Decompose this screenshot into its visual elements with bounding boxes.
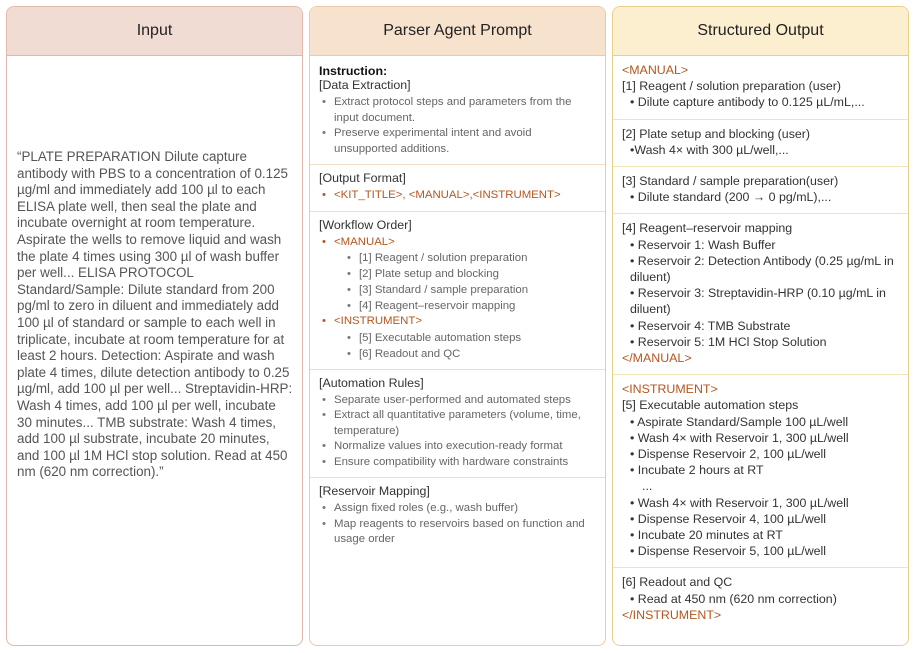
- output-format-tags: • <KIT_TITLE>, <MANUAL>,<INSTRUMENT>: [319, 188, 596, 204]
- data-extraction-section: [310, 56, 605, 165]
- step-title: [3] Standard / sample preparation(user): [622, 174, 839, 189]
- list-item: • Extract all quantitative parameters (volume, time, temperature): [319, 408, 596, 439]
- instruction-label: Instruction:: [319, 64, 388, 78]
- step-ellipsis: ...: [642, 479, 653, 494]
- step-line: • Reservoir 2: Detection Antibody (0.25 µg/mL in diluent): [630, 253, 894, 285]
- output-panel-title: Structured Output: [613, 7, 908, 56]
- manual-tag: • <MANUAL>: [319, 235, 596, 251]
- step-line: • Dilute capture antibody to 0.125 µL/mL,...: [630, 95, 865, 110]
- data-extraction-title: [Data Extraction]: [319, 78, 411, 92]
- output-step-5: [613, 375, 908, 568]
- list-item: • [6] Readout and QC: [319, 346, 596, 362]
- output-format-title: [Output Format]: [319, 171, 406, 185]
- step-title: [6] Readout and QC: [622, 575, 733, 590]
- automation-rules-title: [Automation Rules]: [319, 375, 424, 390]
- step-line: • Reservoir 5: 1M HCl Stop Solution: [630, 334, 827, 349]
- output-step-6: [613, 568, 908, 631]
- step-line: • Wash 4× with Reservoir 1, 300 µL/well: [630, 430, 849, 445]
- list-item: • [4] Reagent–reservoir mapping: [319, 298, 596, 314]
- step-line: • Dispense Reservoir 4, 100 µL/well: [630, 511, 827, 526]
- step-line: • Read at 450 nm (620 nm correction): [630, 591, 837, 606]
- step-title: [4] Reagent–reservoir mapping: [622, 221, 793, 236]
- list-item: • Extract protocol steps and parameters from the input document.: [319, 95, 596, 126]
- output-step-1: [613, 56, 908, 120]
- output-step-2: [613, 120, 908, 167]
- list-item: • [3] Standard / sample preparation: [319, 282, 596, 298]
- step-line: • Reservoir 4: TMB Substrate: [630, 318, 791, 333]
- list-item: • [2] Plate setup and blocking: [319, 266, 596, 282]
- step-line: • Aspirate Standard/Sample 100 µL/well: [630, 414, 849, 429]
- workflow-order-section: [310, 212, 605, 370]
- prompt-panel-title: Parser Agent Prompt: [310, 7, 605, 56]
- list-item: • Map reagents to reservoirs based on function and usage order: [319, 517, 596, 548]
- step-line: • Dispense Reservoir 5, 100 µL/well: [630, 544, 827, 559]
- step-line: • Wash 4× with Reservoir 1, 300 µL/well: [630, 495, 849, 510]
- output-format-section: [310, 165, 605, 212]
- manual-close-tag: </MANUAL>: [622, 351, 692, 366]
- list-item: • [5] Executable automation steps: [319, 330, 596, 346]
- input-text: “PLATE PREPARATION Dilute capture antibody with PBS to a concentration of 0.125 µg/ml and immediately add 100 µl to each ELISA plate well, then seal the plate and incubate overnight at room temperature. Aspirate the wells to remove liquid and wash the plate 4 times using 300 µl of wash buffer per well... ELISA PROTOCOL Standard/Sample: Dilute standard from 200 pg/ml to zero in diluent and immediately add 100 µl of standard or sample to each well in triplicate, incubate at room temperature for at least 2 hours. Detection: Aspirate and wash plate 4 times, dilute detection antibody to 0.25 µg/ml, add 100 µl per well... Streptavidin-HRP: Wash 4 times, add 100 µl per well, incubate 30 minutes... TMB substrate: Wash 4 times, add 100 µl substrate, incubate 20 minutes, and 100 µl 1M HCl stop solution. Read at 450 nm (620 nm correction).”: [17, 149, 293, 480]
- reservoir-mapping-section: [310, 478, 605, 555]
- manual-open-tag: <MANUAL>: [622, 63, 689, 77]
- step-line: • Reservoir 1: Wash Buffer: [630, 237, 776, 252]
- structured-output-panel: [612, 6, 909, 646]
- instrument-tag: • <INSTRUMENT>: [319, 314, 596, 330]
- workflow-order-title: [Workflow Order]: [319, 217, 412, 232]
- step-title: [2] Plate setup and blocking (user): [622, 126, 811, 141]
- step-line: • Dispense Reservoir 2, 100 µL/well: [630, 447, 827, 462]
- automation-rules-section: [310, 370, 605, 479]
- step-line: • Dilute standard (200 → 0 pg/mL),...: [630, 190, 832, 205]
- instrument-open-tag: <INSTRUMENT>: [622, 382, 718, 397]
- output-step-4: [613, 214, 908, 375]
- reservoir-mapping-title: [Reservoir Mapping]: [319, 484, 430, 498]
- input-panel: [6, 6, 303, 646]
- step-title: [1] Reagent / solution preparation (user): [622, 79, 842, 94]
- parser-prompt-panel: [309, 6, 606, 646]
- instrument-close-tag: </INSTRUMENT>: [622, 607, 722, 622]
- step-line: • Reservoir 3: Streptavidin-HRP (0.10 µg/mL in diluent): [630, 286, 886, 317]
- input-panel-title: Input: [7, 7, 302, 56]
- step-line: •Wash 4× with 300 µL/well,...: [630, 142, 789, 157]
- list-item: • Ensure compatibility with hardware constraints: [319, 455, 596, 471]
- output-step-3: [613, 167, 908, 214]
- list-item: • [1] Reagent / solution preparation: [319, 250, 596, 266]
- list-item: • Assign fixed roles (e.g., wash buffer): [319, 501, 596, 517]
- step-title: [5] Executable automation steps: [622, 398, 799, 413]
- step-line: • Incubate 2 hours at RT: [630, 463, 764, 478]
- list-item: • Preserve experimental intent and avoid unsupported additions.: [319, 126, 596, 157]
- step-line: • Incubate 20 minutes at RT: [630, 528, 783, 543]
- list-item: • Normalize values into execution-ready format: [319, 439, 596, 455]
- list-item: • Separate user-performed and automated steps: [319, 393, 596, 409]
